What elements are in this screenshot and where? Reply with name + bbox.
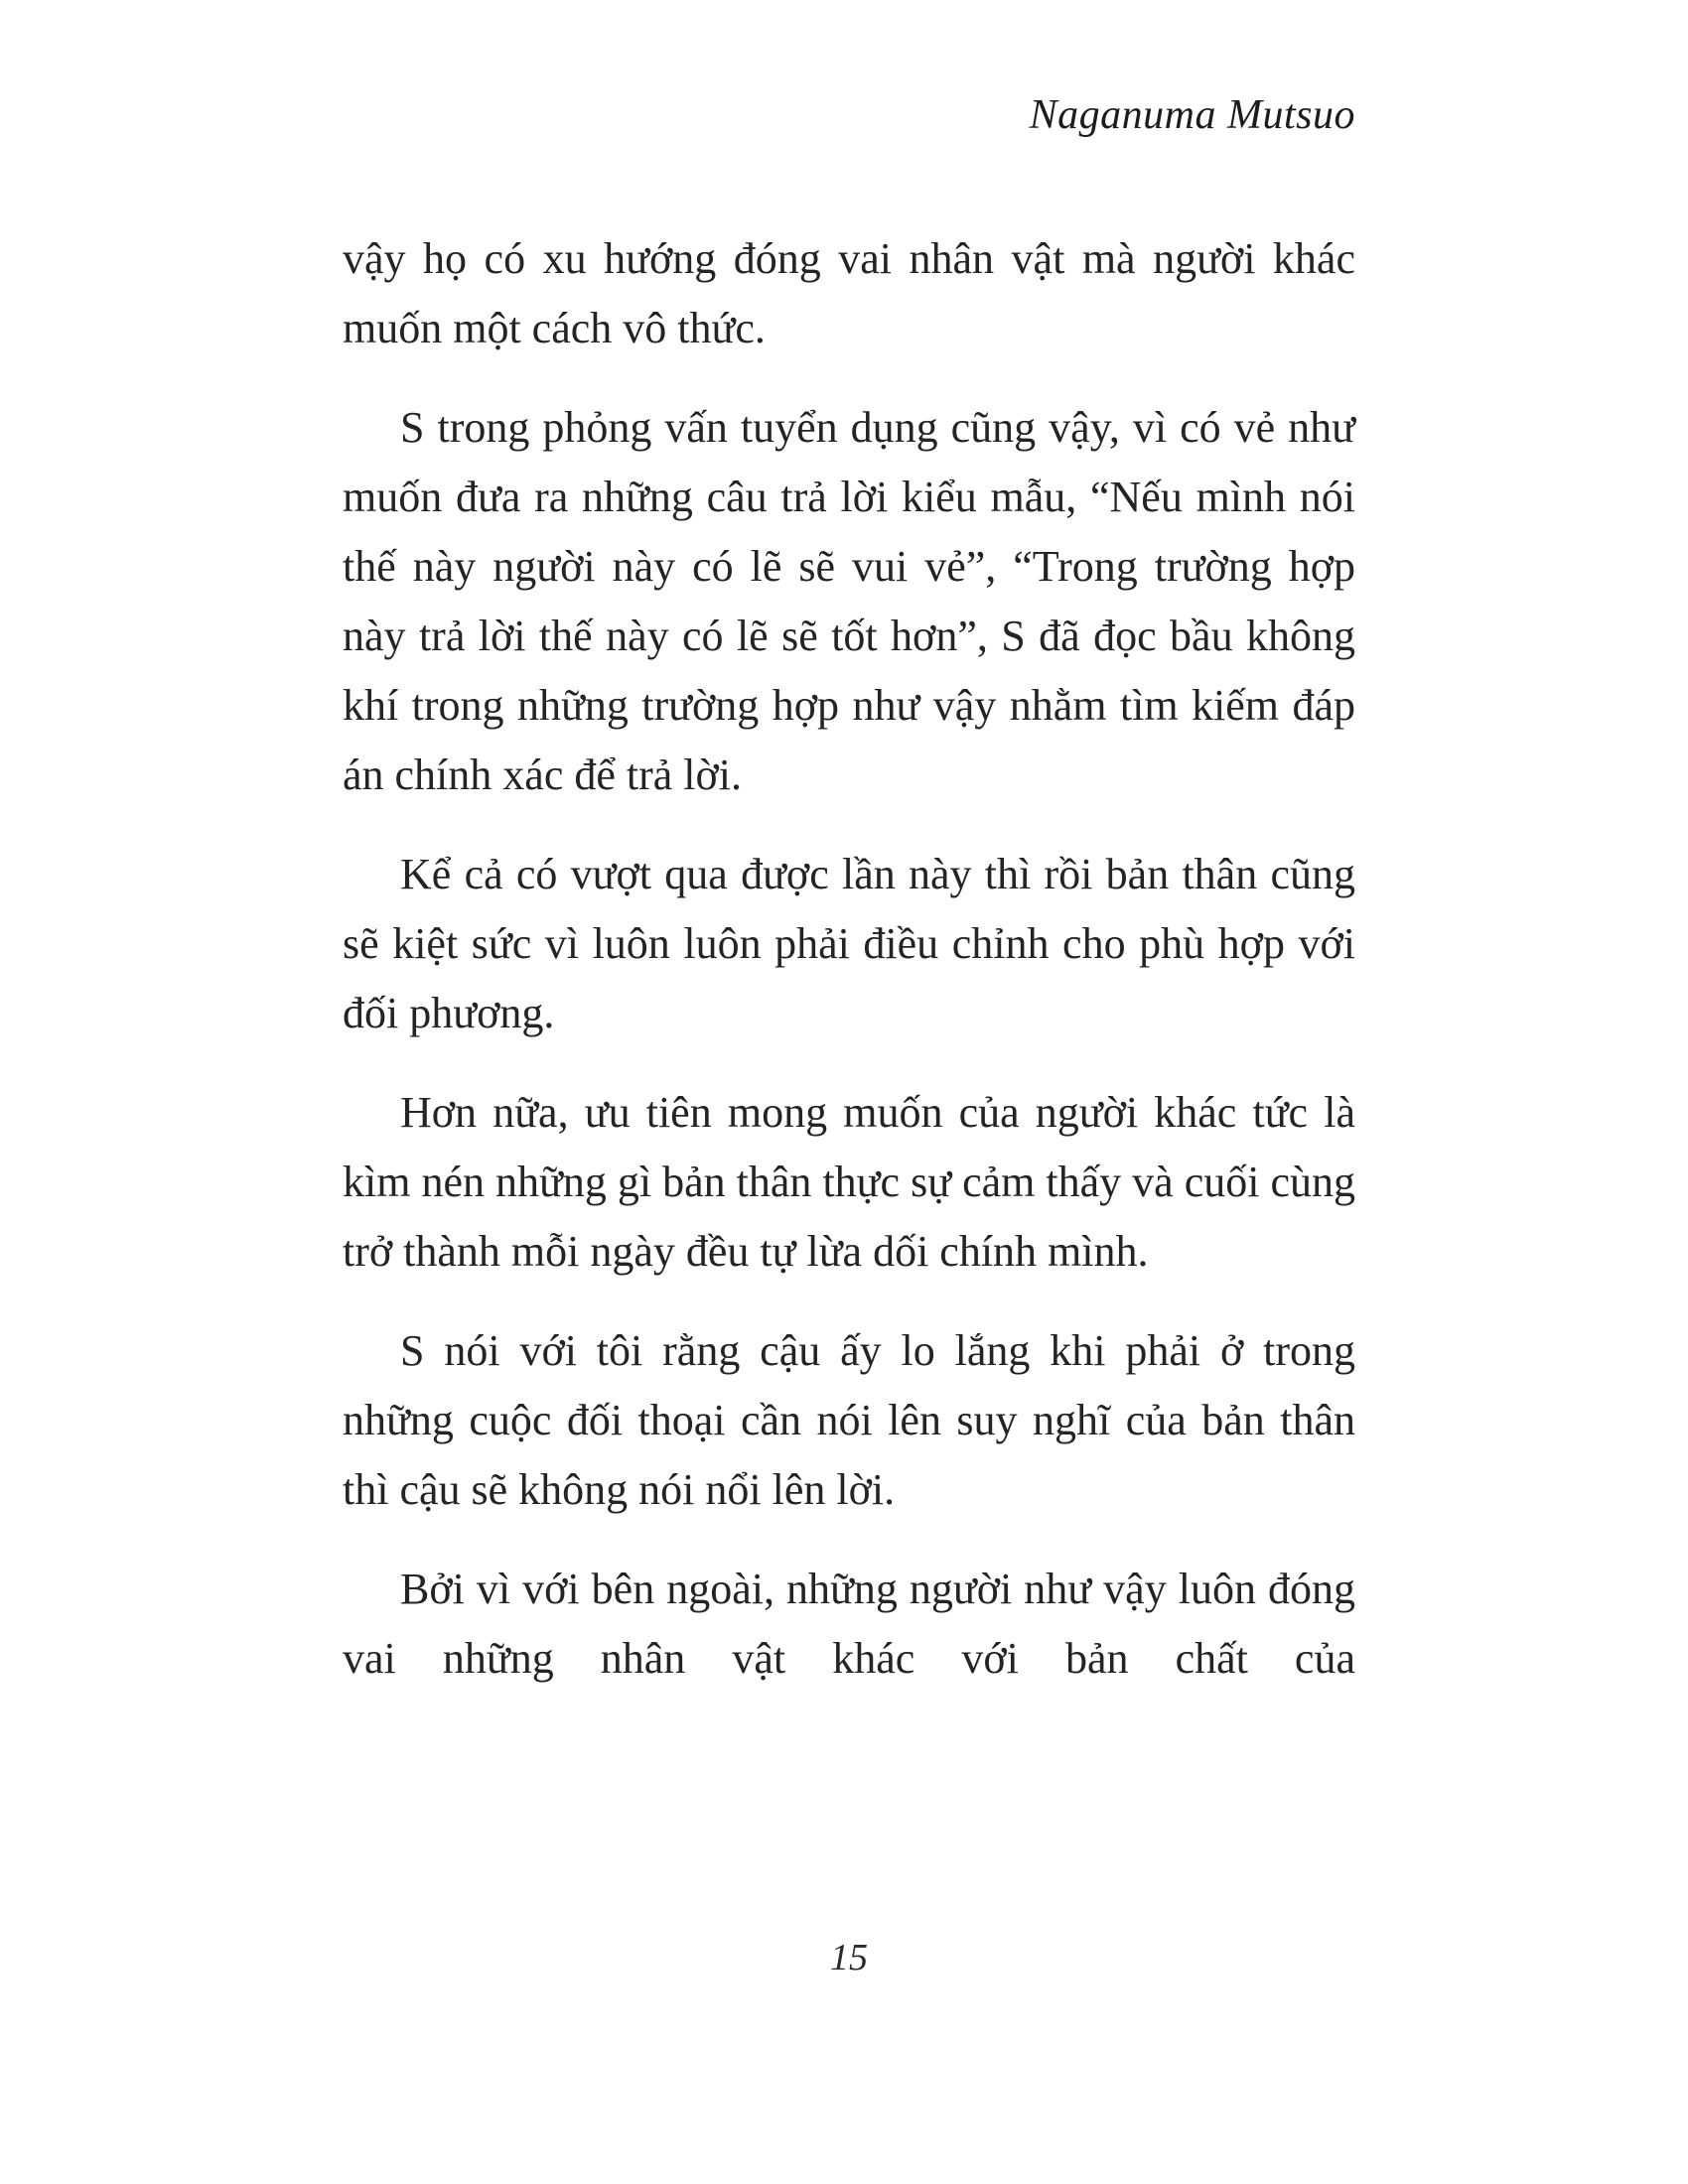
running-header-author: Naganuma Mutsuo xyxy=(1029,92,1355,138)
paragraph: S trong phỏng vấn tuyển dụng cũng vậy, vì có vẻ như muốn đưa ra những câu trả lời kiểu mẫu, “Nếu mình nói thế này người này có lẽ sẽ vui vẻ”, “Trong trường hợp này trả lời thế này có lẽ sẽ tốt hơn”, S đã đọc bầu không khí trong những trường hợp như vậy nhằm tìm kiếm đáp án chính xác để trả lời. xyxy=(343,403,1355,799)
text-block xyxy=(343,224,1355,1723)
page-number: 15 xyxy=(830,1937,868,1979)
paragraph: S nói với tôi rằng cậu ấy lo lắng khi phải ở trong những cuộc đối thoại cần nói lên suy nghĩ của bản thân thì cậu sẽ không nói nổi lên lời. xyxy=(343,1326,1355,1514)
paragraph: Bởi vì với bên ngoài, những người như vậy luôn đóng vai những nhân vật khác với bản chất của xyxy=(343,1565,1355,1683)
paragraph: Kể cả có vượt qua được lần này thì rồi bản thân cũng sẽ kiệt sức vì luôn luôn phải điều chỉnh cho phù hợp với đối phương. xyxy=(343,850,1355,1037)
paragraph: vậy họ có xu hướng đóng vai nhân vật mà người khác muốn một cách vô thức. xyxy=(343,234,1355,352)
paragraph: Hơn nữa, ưu tiên mong muốn của người khác tức là kìm nén những gì bản thân thực sự cảm thấy và cuối cùng trở thành mỗi ngày đều tự lừa dối chính mình. xyxy=(343,1088,1355,1276)
